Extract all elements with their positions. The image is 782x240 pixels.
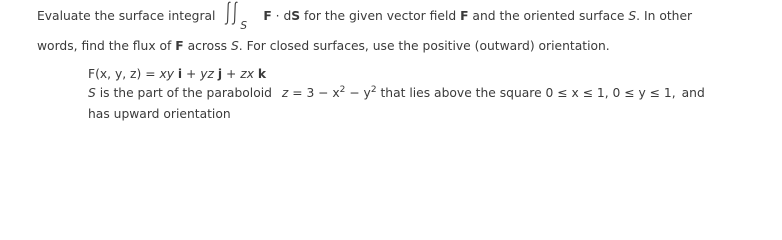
field-name: F — [460, 9, 469, 23]
line2-surface: S — [230, 39, 239, 53]
unit-j: j — [217, 67, 223, 81]
field-zx: zx — [240, 67, 254, 81]
after-integrand-text: for the given vector field — [300, 9, 461, 23]
line2-field: F — [175, 39, 184, 53]
and-text: and the oriented surface — [468, 9, 629, 23]
integrand-field: F — [263, 9, 272, 23]
integral-subscript: S — [240, 20, 248, 32]
integrand-dot: · d — [271, 9, 292, 23]
line1-end: . In other — [636, 9, 693, 23]
surface-description — [88, 85, 758, 101]
surface-and: and — [681, 86, 705, 100]
surface-desc: is the part of the paraboloid — [95, 86, 276, 100]
surface-exp-1: 2 — [339, 85, 346, 95]
vector-field-definition — [88, 66, 266, 82]
field-lhs: F(x, y, z) = — [88, 67, 160, 81]
field-xy: xy — [159, 67, 174, 81]
double-integral-symbol — [221, 8, 257, 32]
problem-line-2 — [37, 38, 610, 54]
line2-across: across — [183, 39, 231, 53]
surface-symbol: S — [88, 86, 96, 100]
surface-name: S — [628, 9, 637, 23]
line2-rest: . For closed surfaces, use the positive (outward) orientation. — [238, 39, 610, 53]
orientation-text — [88, 106, 231, 122]
line2-prefix: words, find the flux of — [37, 39, 176, 53]
surface-rest: that lies above the square 0 ≤ x ≤ 1, 0 ≤ y ≤ 1, — [376, 86, 676, 100]
unit-k: k — [257, 67, 267, 81]
surface-exp-2: 2 — [370, 85, 377, 95]
field-plus-2: + — [222, 67, 241, 81]
orientation-label: has upward orientation — [88, 107, 231, 121]
surface-eq-z: z — [281, 86, 289, 100]
problem-line-1 — [37, 8, 693, 32]
surface-eq-rhs: = 3 − x — [288, 86, 340, 100]
intro-text: Evaluate the surface integral — [37, 9, 216, 23]
field-plus-1: + — [182, 67, 201, 81]
unit-i: i — [177, 67, 183, 81]
field-yz: yz — [200, 67, 214, 81]
integrand-dS: S — [291, 9, 301, 23]
surface-minus: − y — [345, 86, 371, 100]
